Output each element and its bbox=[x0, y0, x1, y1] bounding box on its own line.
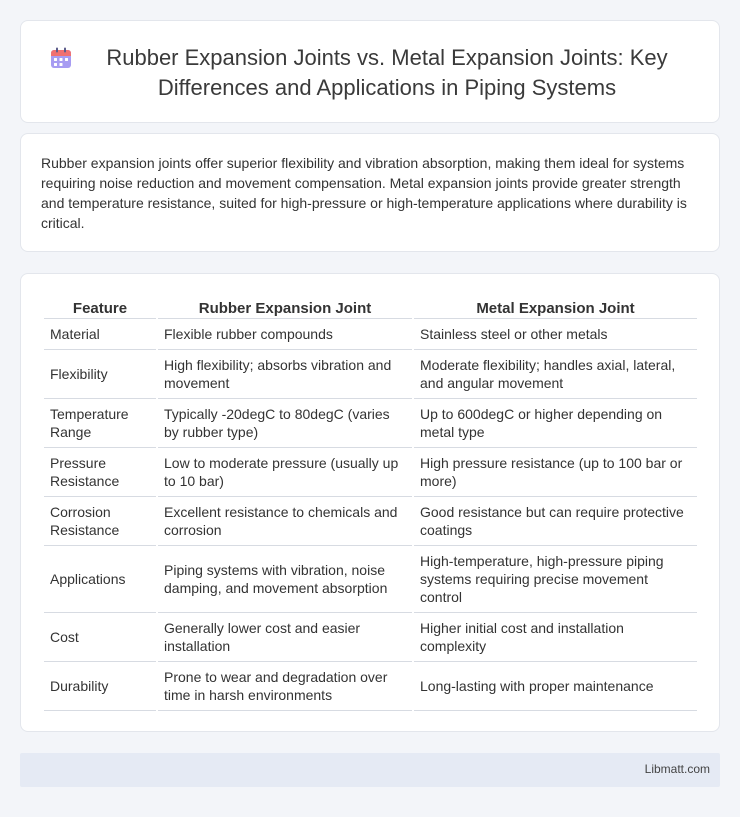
feature-cell: Flexibility bbox=[44, 350, 156, 399]
rubber-cell: Excellent resistance to chemicals and corrosion bbox=[158, 497, 412, 546]
header-rubber: Rubber Expansion Joint bbox=[158, 295, 412, 319]
calendar-icon bbox=[49, 46, 73, 70]
metal-cell: Long-lasting with proper maintenance bbox=[414, 662, 697, 711]
table-row bbox=[44, 613, 697, 662]
header-feature: Feature bbox=[44, 295, 156, 319]
metal-cell: High-temperature, high-pressure piping systems requiring precise movement control bbox=[414, 546, 697, 613]
rubber-cell: Typically -20degC to 80degC (varies by rubber type) bbox=[158, 399, 412, 448]
feature-cell: Durability bbox=[44, 662, 156, 711]
rubber-cell: Piping systems with vibration, noise damping, and movement absorption bbox=[158, 546, 412, 613]
metal-cell: Moderate flexibility; handles axial, lateral, and angular movement bbox=[414, 350, 697, 399]
rubber-cell: High flexibility; absorbs vibration and movement bbox=[158, 350, 412, 399]
table-row bbox=[44, 319, 697, 350]
footer-bar bbox=[20, 753, 720, 787]
table-row bbox=[44, 497, 697, 546]
table-header-row bbox=[44, 295, 697, 319]
feature-cell: Cost bbox=[44, 613, 156, 662]
metal-cell: Higher initial cost and installation complexity bbox=[414, 613, 697, 662]
table-card bbox=[20, 273, 720, 732]
footer-site-link[interactable]: Libmatt.com bbox=[644, 762, 710, 776]
rubber-cell: Prone to wear and degradation over time in harsh environments bbox=[158, 662, 412, 711]
feature-cell: Applications bbox=[44, 546, 156, 613]
feature-cell: Temperature Range bbox=[44, 399, 156, 448]
table-row bbox=[44, 546, 697, 613]
table-row bbox=[44, 350, 697, 399]
header-metal: Metal Expansion Joint bbox=[414, 295, 697, 319]
feature-cell: Corrosion Resistance bbox=[44, 497, 156, 546]
comparison-table bbox=[42, 295, 699, 711]
rubber-cell: Flexible rubber compounds bbox=[158, 319, 412, 350]
title-wrap bbox=[49, 43, 701, 103]
metal-cell: Up to 600degC or higher depending on metal type bbox=[414, 399, 697, 448]
metal-cell: Stainless steel or other metals bbox=[414, 319, 697, 350]
feature-cell: Pressure Resistance bbox=[44, 448, 156, 497]
rubber-cell: Generally lower cost and easier installation bbox=[158, 613, 412, 662]
table-row bbox=[44, 662, 697, 711]
table-row bbox=[44, 399, 697, 448]
feature-cell: Material bbox=[44, 319, 156, 350]
table-row bbox=[44, 448, 697, 497]
rubber-cell: Low to moderate pressure (usually up to 10 bar) bbox=[158, 448, 412, 497]
metal-cell: Good resistance but can require protective coatings bbox=[414, 497, 697, 546]
metal-cell: High pressure resistance (up to 100 bar or more) bbox=[414, 448, 697, 497]
page-title: Rubber Expansion Joints vs. Metal Expansion Joints: Key Differences and Applications in Piping Systems bbox=[106, 45, 668, 100]
intro-card bbox=[20, 133, 720, 252]
intro-text: Rubber expansion joints offer superior flexibility and vibration absorption, making them ideal for systems requiring noise reduction and movement compensation. Metal expansion joints provide greater strength and temperature resistance, suited for high-pressure or high-temperature applications where durability is critical. bbox=[41, 155, 687, 231]
title-card bbox=[20, 20, 720, 123]
